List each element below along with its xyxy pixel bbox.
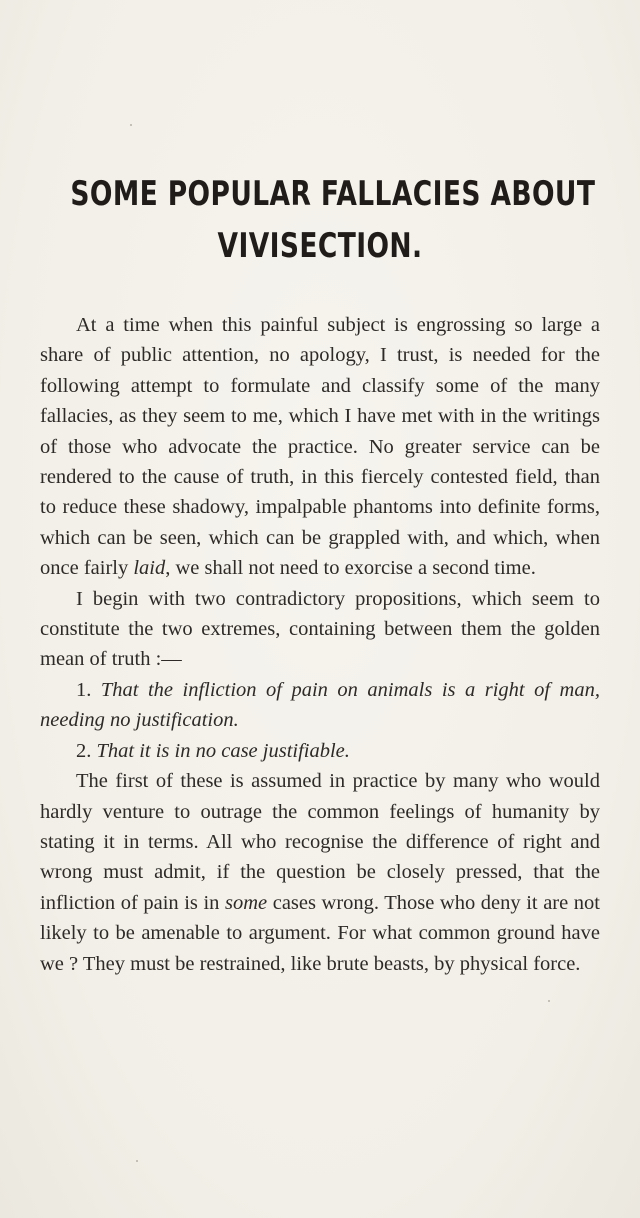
paragraph-1-text-b: , we shall not need to exorcise a second time. bbox=[165, 557, 536, 580]
proposition-2 bbox=[40, 736, 600, 766]
document-title bbox=[70, 168, 596, 272]
title-line-1: SOME POPULAR FALLACIES ABOUT bbox=[70, 174, 596, 214]
proposition-1 bbox=[40, 675, 600, 736]
paragraph-3-text-a: The first of these is assumed in practice by many who would hardly venture to outrage the common feelings of humanity by stating it in terms. All who recognise the difference of right and wrong must admit, if the question be closely pressed, that the infliction of pain is in bbox=[40, 770, 600, 914]
paragraph-3-text-b: cases wrong. Those who deny it are not likely to be amenable to argument. For what common ground have we ? They must be restrained, like brute beasts, by physical force. bbox=[40, 891, 600, 975]
title-line-2: VIVISECTION. bbox=[217, 226, 423, 266]
paper-speck bbox=[130, 124, 132, 126]
proposition-1-number: 1. bbox=[76, 678, 92, 701]
document-body bbox=[40, 310, 600, 979]
paragraph-3 bbox=[40, 766, 600, 979]
paper-speck bbox=[548, 1000, 550, 1002]
paragraph-3-emphasis: some bbox=[225, 891, 268, 914]
paragraph-1-emphasis: laid bbox=[133, 557, 166, 580]
paper-speck bbox=[136, 1160, 138, 1162]
proposition-2-text: That it is in no case justifiable. bbox=[96, 739, 350, 762]
paragraph-1-text-a: At a time when this painful subject is engrossing so large a share of public attention, no apology, I trust, is needed for the following attempt to formulate and classify some of the many fallacies, as they seem to me, which I have met with in the writings of those who advocate the practice. No greater service can be rendered to the cause of truth, in this fiercely contested field, than to reduce these shadowy, impalpable phantoms into definite forms, which can be seen, which can be grappled with, and which, when once fairly bbox=[40, 314, 600, 580]
proposition-2-number: 2. bbox=[76, 739, 92, 762]
proposition-1-text: That the infliction of pain on animals is a right of man, needing no justification. bbox=[40, 678, 600, 732]
paragraph-1 bbox=[40, 310, 600, 584]
paragraph-2: I begin with two contradictory propositions, which seem to constitute the two extremes, containing between them the golden mean of truth :— bbox=[40, 587, 600, 671]
